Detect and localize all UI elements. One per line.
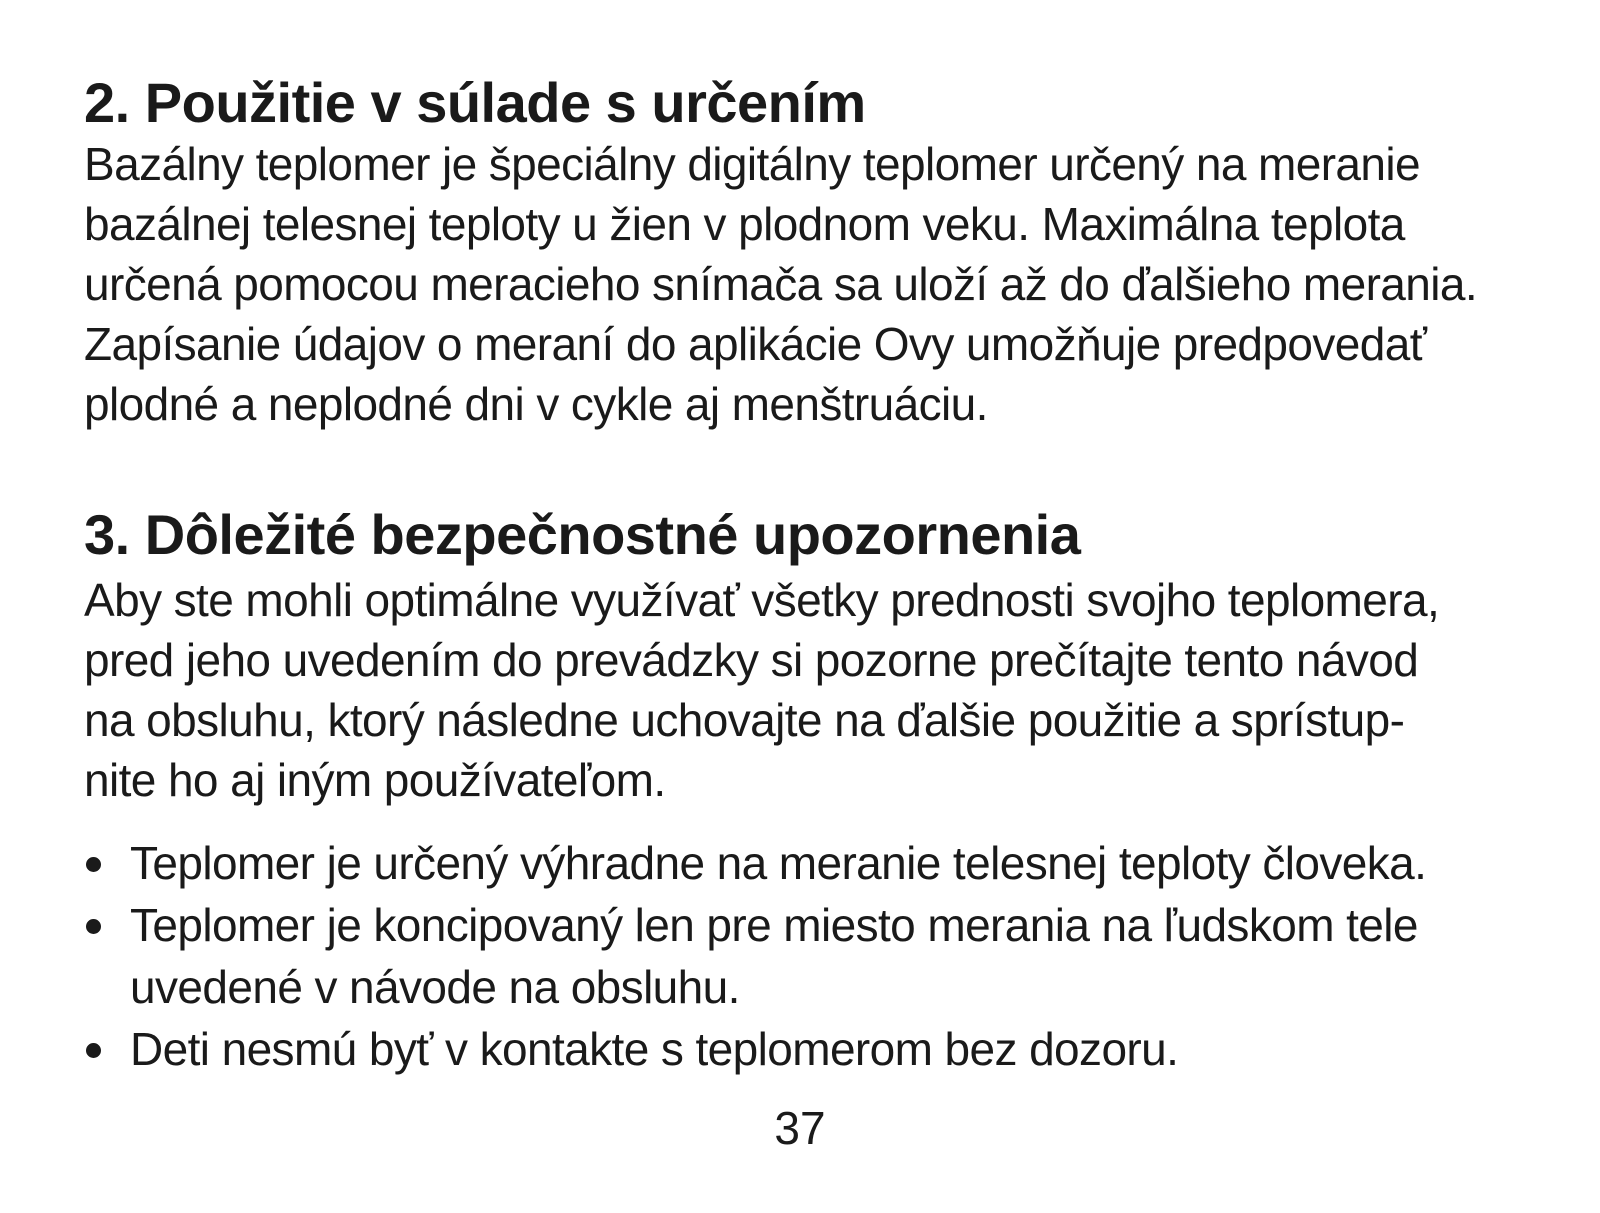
bullet-icon xyxy=(86,857,101,872)
paragraph-line: Aby ste mohli optimálne využívať všetky prednosti svojho teplomera, xyxy=(84,573,1440,626)
bullet-icon xyxy=(86,1043,101,1058)
list-item-line: Deti nesmú byť v kontakte s teplomerom bez dozoru. xyxy=(130,1022,1179,1075)
paragraph-line: nite ho aj iným používateľom. xyxy=(84,753,666,806)
paragraph-line: pred jeho uvedením do prevádzky si pozorne prečítajte tento návod xyxy=(84,633,1419,686)
section-safety-warnings xyxy=(84,504,1439,1080)
bullet-icon xyxy=(86,919,101,934)
section-heading: 2. Použitie v súlade s určením xyxy=(84,71,866,134)
paragraph-line: určená pomocou meracieho snímača sa uloží až do ďalšieho merania. xyxy=(84,257,1478,310)
paragraph xyxy=(84,570,1439,810)
section-heading: 3. Dôležité bezpečnostné upozornenia xyxy=(84,503,1081,566)
paragraph-line: bazálnej telesnej teploty u žien v plodnom veku. Maximálna teplota xyxy=(84,197,1405,250)
list-item xyxy=(84,1018,1439,1080)
document-page xyxy=(84,71,1524,1075)
paragraph-line: Bazálny teplomer je špeciálny digitálny teplomer určený na meranie xyxy=(84,137,1420,190)
paragraph xyxy=(84,134,1524,434)
section-intended-use xyxy=(84,72,1524,434)
paragraph-line: plodné a neplodné dni v cykle aj menštruáciu. xyxy=(84,377,988,430)
bullet-list xyxy=(84,832,1439,1080)
list-item-line: uvedené v návode na obsluhu. xyxy=(130,960,740,1013)
paragraph-line: Zapísanie údajov o meraní do aplikácie Ovy umožňuje predpovedať xyxy=(84,317,1427,370)
list-item-line: Teplomer je určený výhradne na meranie telesnej teploty človeka. xyxy=(130,836,1427,889)
paragraph-line: na obsluhu, ktorý následne uchovajte na ďalšie použitie a sprístup- xyxy=(84,693,1405,746)
list-item xyxy=(84,894,1439,1018)
list-item xyxy=(84,832,1439,894)
page-number: 37 xyxy=(774,1102,826,1154)
list-item-line: Teplomer je koncipovaný len pre miesto merania na ľudskom tele xyxy=(130,898,1418,951)
